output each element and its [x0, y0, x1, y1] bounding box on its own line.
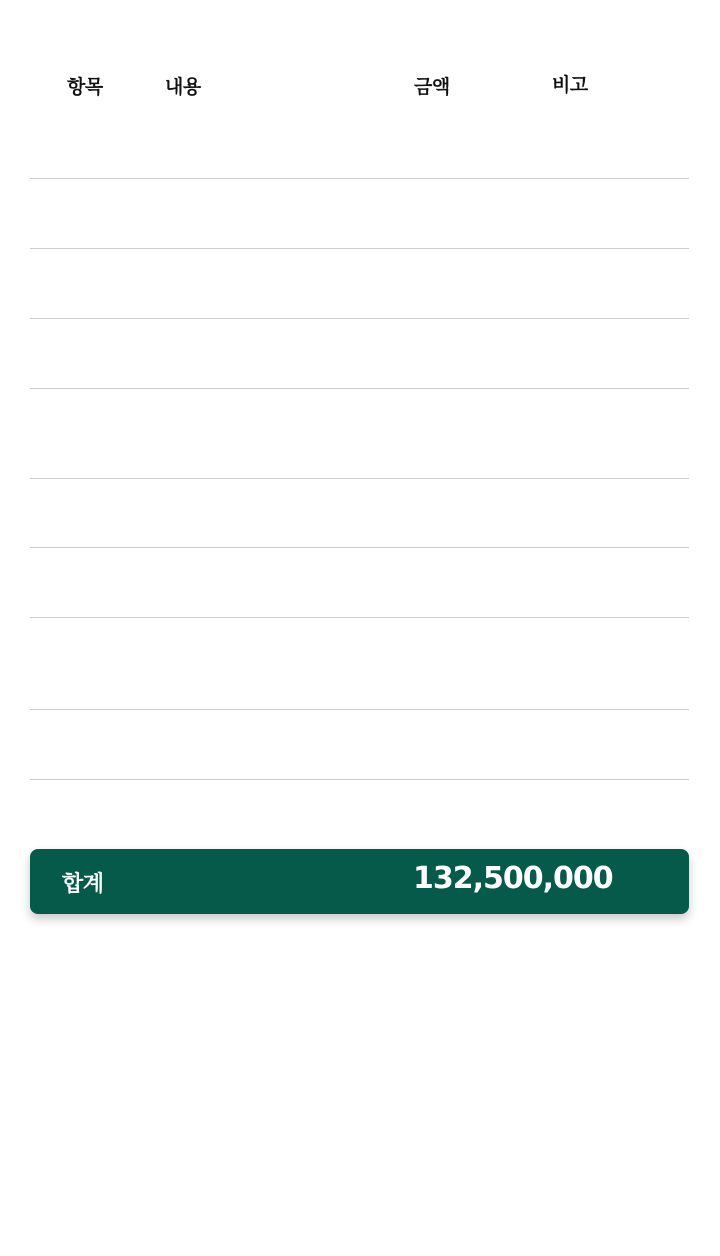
header-amount: 금액: [414, 76, 450, 98]
row-divider: [30, 388, 689, 389]
row-divider: [30, 318, 689, 319]
total-value: 132,500,000: [413, 861, 613, 896]
row-divider: [30, 248, 689, 249]
row-divider: [30, 178, 689, 179]
table-header: [0, 0, 720, 110]
row-divider: [30, 617, 689, 618]
row-divider: [30, 779, 689, 780]
total-label: 합계: [62, 872, 104, 897]
row-divider: [30, 547, 689, 548]
header-note: 비고: [552, 74, 588, 96]
header-item: 항목: [67, 76, 103, 98]
row-divider: [30, 709, 689, 710]
row-divider: [30, 478, 689, 479]
total-bar: [30, 849, 689, 914]
header-description: 내용: [165, 76, 201, 98]
